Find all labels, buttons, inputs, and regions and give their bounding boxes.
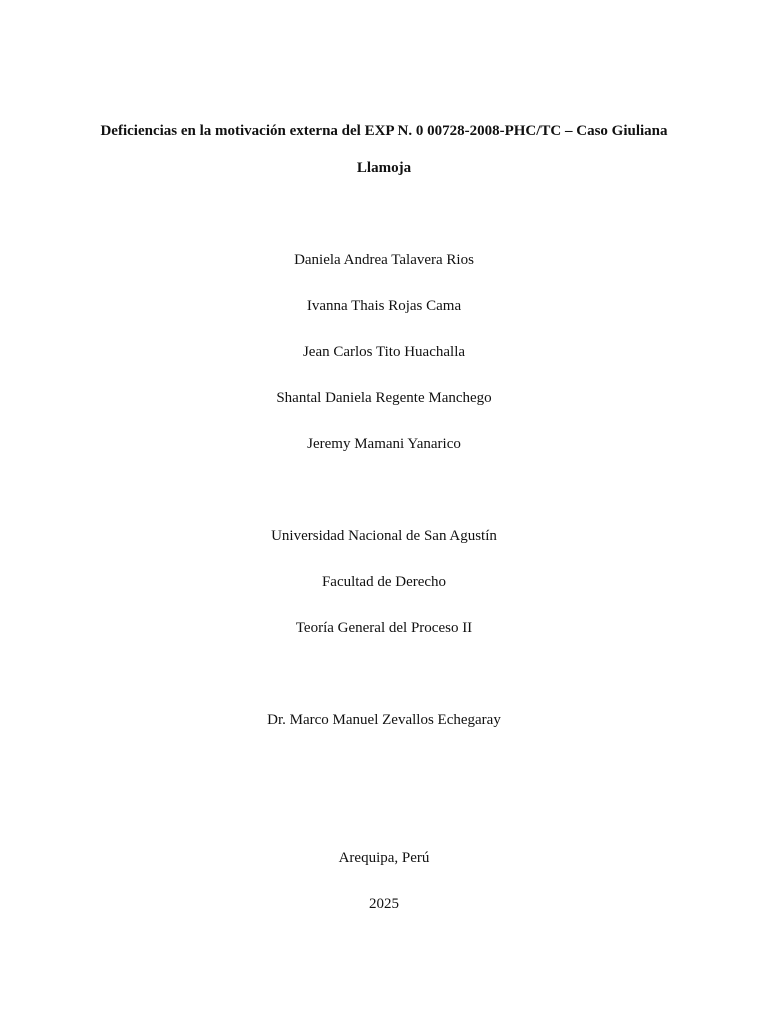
university-name: Universidad Nacional de San Agustín: [271, 528, 497, 544]
course-name: Teoría General del Proceso II: [295, 620, 473, 636]
author-1: Daniela Andrea Talavera Rios: [294, 252, 474, 268]
location: Arequipa, Perú: [338, 850, 430, 866]
faculty-name: Facultad de Derecho: [321, 574, 447, 590]
year: 2025: [369, 896, 399, 912]
author-4: Shantal Daniela Regente Manchego: [276, 390, 492, 406]
author-2: Ivanna Thais Rojas Cama: [306, 298, 462, 314]
author-5: Jeremy Mamani Yanarico: [307, 436, 461, 452]
author-3: Jean Carlos Tito Huachalla: [302, 344, 466, 360]
document-title-line-1: Deficiencias en la motivación externa del EXP N. 0 00728-2008-PHC/TC – Caso Giuliana: [100, 123, 668, 139]
instructor-name: Dr. Marco Manuel Zevallos Echegaray: [267, 712, 501, 728]
document-title-line-2: Llamoja: [356, 160, 412, 176]
